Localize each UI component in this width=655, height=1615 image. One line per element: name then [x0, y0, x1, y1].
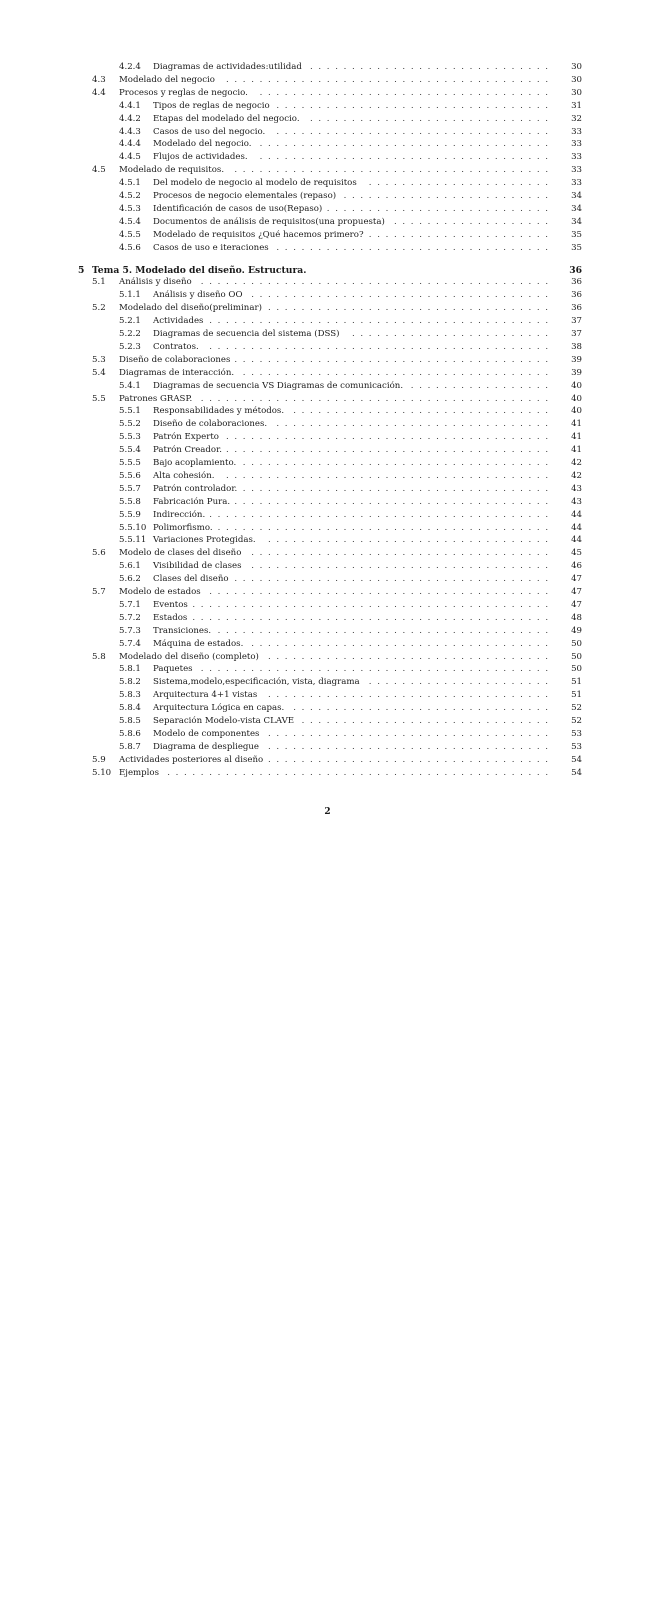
toc-entry-page: 40 [571, 380, 582, 391]
toc-dot-leader: . . . . . . . . . . . . . . . . . . . . . . . . . . . . . . . . . . . . . . . [226, 432, 550, 443]
toc-entry-page: 39 [571, 354, 582, 365]
toc-entry-number: 4.4.5 [119, 152, 141, 163]
toc-entry-number: 5.8.4 [119, 703, 141, 714]
toc-entry-page: 54 [571, 767, 582, 778]
toc-entry[interactable] [0, 599, 655, 612]
toc-entry-title: Variaciones Protegidas. [153, 535, 256, 546]
toc-dot-leader: . . . . . . . . . . . . . . . . . . . . . . . . . . . . . . . . . . . . [251, 561, 550, 572]
toc-entry-page: 52 [571, 716, 582, 726]
toc-entry[interactable] [0, 612, 655, 625]
toc-entry-number: 5.5.4 [119, 445, 141, 456]
toc-dot-leader: . . . . . . . . . . . . . . . . . . . . . . . . . . . . . . . . . . . . . . . . . . . [192, 612, 550, 623]
toc-entry[interactable] [0, 302, 655, 315]
toc-entry-title: Diseño de colaboraciones. [153, 419, 268, 430]
toc-entry-title: Ejemplos [119, 767, 160, 778]
toc-entry-number: 5.8 [92, 651, 106, 662]
toc-dot-leader: . . . . . . . . . . . . . . . . . . . . . . . . . . . [326, 203, 550, 214]
toc-entry[interactable] [0, 203, 655, 216]
toc-entry-page: 33 [571, 152, 582, 163]
toc-entry-page: 51 [571, 677, 582, 688]
toc-entry-title: Patrón Creador. [153, 445, 222, 456]
toc-dot-leader: . . . . . . . . . . . . . . . . . . . . . . . . . . . . . . . . . . . . . . . . . [209, 341, 550, 352]
toc-entry-number: 5.5.3 [119, 432, 141, 443]
toc-entry-number: 5.3 [92, 354, 106, 365]
toc-entry-title: Polimorfismo. [153, 522, 213, 533]
toc-entry-title: Documentos de análisis de requisitos(una propuesta) [153, 216, 385, 227]
toc-dot-leader: . . . . . . . . . . . . . . . . . . . . . . . . . . . . . . . . . . . . . . . . . [209, 587, 550, 597]
toc-entry[interactable] [0, 741, 655, 754]
toc-dot-leader: . . . . . . . . . . . . . . . . . . . . . . . . . . . . . . . . . . . . . . . . . . . [192, 599, 550, 610]
toc-entry[interactable] [0, 87, 655, 100]
toc-entry-number: 5.1 [92, 277, 106, 288]
toc-entry-page: 32 [571, 113, 582, 124]
toc-entry-number: 5.8.3 [119, 690, 141, 701]
toc-entry[interactable] [0, 138, 655, 151]
toc-entry-title: Patrones GRASP. [119, 393, 193, 404]
toc-entry[interactable] [0, 151, 655, 164]
toc-dot-leader: . . . . . . . . . . . . . . . . . . . . . . . . . . . . . . . . . . . [259, 139, 550, 150]
toc-entry-title: Patrón Experto [153, 432, 219, 443]
toc-entry[interactable] [0, 715, 655, 728]
toc-entry-number: 5.5.6 [119, 470, 141, 481]
toc-entry-title: Diagrama de despliegue [153, 741, 260, 752]
toc-entry-title: Fabricación Pura. [153, 496, 231, 507]
toc-entry[interactable] [0, 328, 655, 341]
toc-entry-title: Eventos [153, 599, 188, 610]
toc-entry-page: 40 [571, 393, 582, 404]
toc-entry-page: 33 [571, 139, 582, 150]
toc-entry[interactable] [0, 242, 655, 255]
toc-entry-number: 5.2.1 [119, 316, 141, 327]
toc-entry-title: Contratos. [153, 341, 199, 352]
toc-entry[interactable] [0, 177, 655, 190]
toc-entry-page: 38 [571, 341, 582, 352]
toc-entry-page: 37 [571, 329, 582, 339]
toc-dot-leader: . . . . . . . . . . . . . . . . . . . . . . . . . . . . . . . [293, 703, 550, 714]
toc-entry-page: 54 [571, 754, 582, 765]
toc-entry[interactable] [0, 651, 655, 664]
toc-entry-page: 37 [571, 316, 582, 327]
toc-entry-page: 49 [571, 625, 582, 636]
toc-entry[interactable] [0, 470, 655, 483]
toc-entry-number: 5.4 [92, 367, 106, 378]
toc-entry-page: 36 [571, 290, 582, 301]
toc-dot-leader: . . . . . . . . . . . . . . . . . . . . . . . . . . . . . . . . . . . . . [242, 458, 550, 468]
toc-entry[interactable] [0, 113, 655, 126]
toc-entry-title: Modelo de estados [119, 587, 201, 597]
toc-entry-number: 5.8.1 [119, 664, 141, 675]
toc-entry-page: 53 [571, 741, 582, 752]
toc-entry-page: 50 [571, 651, 582, 662]
toc-entry-title: Diagramas de secuencia VS Diagramas de comunicación. [153, 380, 404, 391]
toc-dot-leader: . . . . . . . . . . . . . . . . . [410, 380, 550, 391]
toc-dot-leader: . . . . . . . . . . . . . . . . . . . . . . . . . . . . . . . . . . . . . . . . [217, 522, 550, 533]
toc-dot-leader: . . . . . . . . . . . . . . . . . . . . . . [368, 229, 550, 240]
toc-entry-number: 5.7.1 [119, 599, 141, 610]
toc-entry-title: Arquitectura 4+1 vistas [153, 690, 258, 701]
toc-entry-page: 33 [571, 178, 582, 189]
toc-entry-title: Clases del diseño [153, 574, 229, 585]
toc-entry[interactable] [0, 164, 655, 177]
toc-entry-page: 30 [571, 62, 582, 72]
toc-entry[interactable] [0, 380, 655, 393]
toc-entry-number: 5.5.7 [119, 483, 141, 494]
toc-dot-leader: . . . . . . . . . . . . . . . . . . . . . . . . . . . . . . . [293, 406, 550, 417]
toc-entry-number: 5.2 [92, 303, 106, 314]
toc-entry-title: Modelo de clases del diseño [119, 548, 242, 559]
toc-dot-leader: . . . . . . . . . . . . . . . . . . . . . . . . . . . . . [310, 62, 550, 72]
toc-entry-title: Diagramas de actividades:utilidad [153, 62, 302, 72]
toc-entry-number: 4.5.3 [119, 203, 141, 214]
toc-entry-title: Alta cohesión. [153, 470, 215, 481]
toc-dot-leader: . . . . . . . . . . . . . . . . . . . . . . . . . . . . . . . . . . . . . . . . . [209, 316, 550, 327]
toc-dot-leader: . . . . . . . . . . . . . . . . . . . . . . . . . . . . . . . . . [276, 242, 550, 253]
toc-dot-leader: . . . . . . . . . . . . . . . . . . . . . . . . . . . . . . . . . . . . . . . [226, 74, 550, 85]
toc-dot-leader: . . . . . . . . . . . . . . . . . . . . . . . . . . . . . . . . . . . . [251, 548, 550, 559]
toc-dot-leader: . . . . . . . . . . . . . . . . . . . . . . . . . . . . . . . . . . . . . . . . . [209, 509, 550, 520]
toc-entry-page: 30 [571, 74, 582, 85]
toc-dot-leader: . . . . . . . . . . . . . . . . . . . . . . . . . . . . . . . . . . . . . . . . . . . . . . [167, 767, 550, 778]
toc-dot-leader: . . . . . . . . . . . . . . . . . . . . . . . . . . . . . . . . . . . . . . [234, 354, 550, 365]
toc-entry-number: 4.2.4 [119, 62, 141, 72]
toc-entry[interactable] [0, 534, 655, 547]
toc-entry-number: 4.5.5 [119, 229, 141, 240]
toc-entry[interactable] [0, 522, 655, 535]
toc-dot-leader: . . . . . . . . . . . . . . . . . . . . . . . . . . . . . [310, 113, 550, 124]
toc-entry-page: 46 [571, 561, 582, 572]
toc-entry-title: Máquina de estados. [153, 638, 244, 649]
toc-dot-leader: . . . . . . . . . . . . . . . . . . . . . . . . . . . . . . . . . . . . . . [234, 165, 550, 176]
toc-entry-title: Análisis y diseño OO [153, 290, 243, 301]
toc-entry-number: 5.1.1 [119, 290, 141, 301]
toc-entry[interactable] [0, 560, 655, 573]
toc-chapter-entry[interactable] [0, 264, 655, 277]
toc-entry-number: 5.10 [92, 767, 112, 778]
toc-entry-page: 44 [571, 522, 582, 533]
toc-entry-page: 35 [571, 242, 582, 253]
toc-entry-title: Tipos de reglas de negocio [153, 100, 270, 111]
toc-entry-title: Diagramas de secuencia del sistema (DSS) [153, 329, 340, 339]
toc-entry[interactable] [0, 367, 655, 380]
toc-entry-number: 4.4 [92, 87, 106, 98]
toc-entry-page: 44 [571, 509, 582, 520]
toc-dot-leader: . . . . . . . . . . . . . . . . . . . . . . . . . . . . . . . . . . [268, 303, 550, 314]
toc-dot-leader: . . . . . . . . . . . . . . . . . . . . . . . . . . . . . . . . . . . [259, 152, 550, 163]
toc-entry-title: Tema 5. Modelado del diseño. Estructura. [92, 264, 307, 276]
toc-dot-leader: . . . . . . . . . . . . . . . . . . . . . . . . . [343, 191, 550, 201]
toc-entry-title: Visibilidad de clases [153, 561, 242, 572]
toc-entry-number: 4.5.2 [119, 191, 141, 201]
toc-entry-title: Modelado del diseño(preliminar) [119, 303, 262, 314]
toc-entry-number: 5.9 [92, 754, 106, 765]
toc-entry-page: 47 [571, 599, 582, 610]
toc-dot-leader: . . . . . . . . . . . . . . . . . . . . . . . . . . . . . . . . . . . . . . [234, 496, 550, 507]
toc-entry-number: 5.7 [92, 587, 106, 597]
toc-entry-title: Transiciones. [153, 625, 212, 636]
toc-entry[interactable] [0, 754, 655, 767]
toc-entry-page: 40 [571, 406, 582, 417]
toc-entry-number: 4.4.4 [119, 139, 141, 150]
toc-entry[interactable] [0, 767, 655, 780]
toc-dot-leader: . . . . . . . . . . . . . . . . . . . . . . . . . . . . . . . . . . [268, 728, 550, 739]
toc-entry-title: Indirección. [153, 509, 206, 520]
toc-entry-page: 44 [571, 535, 582, 546]
toc-entry[interactable] [0, 483, 655, 496]
toc-entry-title: Modelado de requisitos ¿Qué hacemos primero? [153, 229, 364, 240]
toc-entry-title: Actividades posteriores al diseño [119, 754, 264, 765]
toc-entry-page: 34 [571, 191, 582, 201]
toc-entry-page: 48 [571, 612, 582, 623]
toc-dot-leader: . . . . . . . . . . . . . . . . . . . . . . . . . . . . . . . . . [276, 126, 550, 137]
toc-entry-number: 5.7.4 [119, 638, 141, 649]
toc-entry[interactable] [0, 509, 655, 522]
toc-dot-leader: . . . . . . . . . . . . . . . . . . . . . . . . . . . . . . . . . . . . . . . [226, 445, 550, 456]
toc-entry-number: 5.5.11 [119, 535, 147, 546]
toc-entry[interactable] [0, 586, 655, 599]
toc-entry-title: Procesos de negocio elementales (repaso) [153, 191, 337, 201]
toc-entry[interactable] [0, 728, 655, 741]
toc-entry-number: 4.5.1 [119, 178, 141, 189]
toc-entry-title: Patrón controlador. [153, 483, 238, 494]
toc-entry[interactable] [0, 289, 655, 302]
toc-dot-leader: . . . . . . . . . . . . . . . . . . . . . . . . . . . . . . . . . . . . . . [234, 574, 550, 585]
toc-entry-number: 5.6.2 [119, 574, 141, 585]
toc-entry-title: Actividades [153, 316, 204, 327]
toc-entry-number: 4.5.4 [119, 216, 141, 227]
toc-dot-leader: . . . . . . . . . . . . . . . . . . . . . . . . . . . . . . . . . . . . . . . [226, 470, 550, 481]
toc-entry[interactable] [0, 663, 655, 676]
toc-entry-title: Diseño de colaboraciones [119, 354, 231, 365]
toc-entry-title: Bajo acoplamiento. [153, 458, 237, 468]
toc-entry-page: 43 [571, 483, 582, 494]
toc-entry-page: 42 [571, 458, 582, 468]
toc-dot-leader: . . . . . . . . . . . . . . . . . . . . . . [368, 178, 550, 189]
toc-entry-title: Modelado del negocio. [153, 139, 252, 150]
toc-entry-page: 47 [571, 574, 582, 585]
toc-entry-page: 36 [571, 303, 582, 314]
toc-entry-page: 45 [571, 548, 582, 559]
toc-entry-title: Diagramas de interacción. [119, 367, 235, 378]
toc-dot-leader: . . . . . . . . . . . . . . . . . . . . . . . . . . . . . . . . . . . . . . . . . . [200, 277, 550, 288]
toc-entry-page: 50 [571, 638, 582, 649]
toc-entry-title: Modelado del diseño (completo) [119, 651, 259, 662]
toc-entry[interactable] [0, 393, 655, 406]
toc-entry-page: 35 [571, 229, 582, 240]
toc-entry-number: 5 [78, 264, 85, 276]
toc-entry-title: Análisis y diseño [119, 277, 192, 288]
toc-dot-leader: . . . . . . . . . . . . . . . . . . . . . . . . . . . . . . . . . [276, 419, 550, 430]
toc-entry-number: 5.5.8 [119, 496, 141, 507]
toc-entry-number: 4.5 [92, 165, 106, 176]
toc-entry-number: 5.5.10 [119, 522, 147, 533]
toc-entry-number: 5.2.3 [119, 341, 141, 352]
toc-entry-number: 5.5.2 [119, 419, 141, 430]
toc-entry-page: 42 [571, 470, 582, 481]
toc-entry-number: 5.5.9 [119, 509, 141, 520]
toc-dot-leader: . . . . . . . . . . . . . . . . . . . . . . . . . . . . . . . . . . . . . [242, 367, 550, 378]
toc-entry[interactable] [0, 496, 655, 509]
toc-entry-page: 41 [571, 419, 582, 430]
toc-entry-page: 36 [571, 277, 582, 288]
toc-entry-page: 43 [571, 496, 582, 507]
toc-entry[interactable] [0, 61, 655, 74]
toc-entry-title: Identificación de casos de uso(Repaso) [153, 203, 323, 214]
toc-entry-title: Modelado de requisitos. [119, 165, 225, 176]
toc-entry[interactable] [0, 418, 655, 431]
toc-entry-number: 5.6 [92, 548, 106, 559]
toc-entry-number: 5.7.2 [119, 612, 141, 623]
toc-entry-title: Arquitectura Lógica en capas. [153, 703, 285, 714]
toc-entry-page: 50 [571, 664, 582, 675]
toc-entry-page: 36 [569, 264, 582, 276]
toc-entry-page: 31 [571, 100, 582, 111]
toc-entry-page: 34 [571, 203, 582, 214]
toc-entry-number: 5.4.1 [119, 380, 141, 391]
toc-entry-title: Modelo de componentes [153, 728, 260, 739]
toc-dot-leader: . . . . . . . . . . . . . . . . . . . . . . . . . . . . . . . . . . [268, 690, 550, 701]
toc-entry[interactable] [0, 676, 655, 689]
toc-entry-title: Sistema,modelo,especificación, vista, diagrama [153, 677, 360, 688]
toc-entry-title: Modelado del negocio [119, 74, 215, 85]
toc-entry-title: Responsabilidades y métodos. [153, 406, 285, 417]
toc-entry[interactable] [0, 190, 655, 203]
toc-entry-page: 30 [571, 87, 582, 98]
toc-entry[interactable] [0, 100, 655, 113]
toc-entry-title: Estados [153, 612, 188, 623]
toc-dot-leader: . . . . . . . . . . . . . . . . . . . . . . . . . . . . . . . . . . . [259, 87, 550, 98]
toc-dot-leader: . . . . . . . . . . . . . . . . . . . . . . . . . . . . . . . . . [276, 100, 550, 111]
toc-entry-page: 53 [571, 728, 582, 739]
toc-entry[interactable] [0, 573, 655, 586]
toc-entry[interactable] [0, 689, 655, 702]
page-number: 2 [324, 807, 331, 817]
toc-entry-number: 5.5.1 [119, 406, 141, 417]
toc-entry[interactable] [0, 405, 655, 418]
toc-dot-leader: . . . . . . . . . . . . . . . . . . . . . . . . . . . . . . . . . . . . . . . . . . [200, 664, 550, 675]
toc-entry-page: 41 [571, 432, 582, 443]
toc-entry-number: 5.6.1 [119, 561, 141, 572]
toc-entry[interactable] [0, 457, 655, 470]
toc-entry-number: 5.7.3 [119, 625, 141, 636]
toc-entry[interactable] [0, 354, 655, 367]
toc-entry-title: Paquetes [153, 664, 193, 675]
toc-entry[interactable] [0, 702, 655, 715]
toc-entry-title: Procesos y reglas de negocio. [119, 87, 248, 98]
toc-entry-number: 4.4.2 [119, 113, 141, 124]
toc-entry-page: 47 [571, 587, 582, 597]
toc-entry-number: 5.8.2 [119, 677, 141, 688]
toc-entry[interactable] [0, 547, 655, 560]
toc-entry-page: 41 [571, 445, 582, 456]
toc-dot-leader: . . . . . . . . . . . . . . . . . . . . . . [368, 677, 550, 688]
toc-entry-number: 5.5.5 [119, 458, 141, 468]
toc-entry-number: 5.5 [92, 393, 106, 404]
toc-dot-leader: . . . . . . . . . . . . . . . . . . . . . . . . . . . . . . . . . . . . . [242, 483, 550, 494]
toc-entry[interactable] [0, 625, 655, 638]
toc-entry[interactable] [0, 216, 655, 229]
toc-dot-leader: . . . . . . . . . . . . . . . . . . . . . . . . . . . . . . . . . . [268, 651, 550, 662]
toc-dot-leader: . . . . . . . . . . . . . . . . . . . . . . . . . . . . . . . . . . [268, 741, 550, 752]
toc-entry[interactable] [0, 229, 655, 242]
toc-dot-leader: . . . . . . . . . . . . . . . . . . . . . . . . . . . . . . . . . . . . . . . . . . [200, 393, 550, 404]
toc-entry-title: Casos de uso del negocio. [153, 126, 266, 137]
toc-entry[interactable] [0, 276, 655, 289]
toc-dot-leader: . . . . . . . . . . . . . . . . . . . . . . . . . . . . . . . . . . . . [251, 290, 550, 301]
toc-entry-title: Casos de uso e iteraciones [153, 242, 269, 253]
toc-entry-number: 4.4.1 [119, 100, 141, 111]
toc-dot-leader: . . . . . . . . . . . . . . . . . . . . . . . . . . . . . . . . . . [268, 535, 550, 546]
toc-entry-number: 4.5.6 [119, 242, 141, 253]
toc-entry-title: Flujos de actividades. [153, 152, 248, 163]
toc-dot-leader: . . . . . . . . . . . . . . . . . . . . . . . . . . . . . . . . . . [268, 754, 550, 765]
toc-entry[interactable] [0, 126, 655, 139]
toc-entry-number: 4.4.3 [119, 126, 141, 137]
toc-entry-title: Separación Modelo-vista CLAVE [153, 716, 295, 726]
toc-entry-page: 39 [571, 367, 582, 378]
toc-entry[interactable] [0, 315, 655, 328]
toc-entry[interactable] [0, 341, 655, 354]
toc-entry-number: 5.8.7 [119, 741, 141, 752]
toc-entry-title: Etapas del modelado del negocio. [153, 113, 300, 124]
toc-entry-page: 34 [571, 216, 582, 227]
toc-entry-title: Del modelo de negocio al modelo de requisitos [153, 178, 357, 189]
toc-entry-page: 33 [571, 126, 582, 137]
toc-dot-leader: . . . . . . . . . . . . . . . . . . . . . . . . . . . . . . . . . . . . . . . . [217, 625, 550, 636]
toc-entry-page: 33 [571, 165, 582, 176]
toc-entry-page: 51 [571, 690, 582, 701]
toc-dot-leader: . . . . . . . . . . . . . . . . . . . . . . . . . . . . . . [301, 716, 550, 726]
toc-entry-number: 5.8.5 [119, 716, 141, 726]
toc-entry-number: 4.3 [92, 74, 106, 85]
toc-entry[interactable] [0, 74, 655, 87]
toc-dot-leader: . . . . . . . . . . . . . . . . . . . [394, 216, 550, 227]
toc-entry-page: 52 [571, 703, 582, 714]
toc-entry[interactable] [0, 444, 655, 457]
toc-entry-number: 5.8.6 [119, 728, 141, 739]
toc-entry-number: 5.2.2 [119, 329, 141, 339]
toc-dot-leader: . . . . . . . . . . . . . . . . . . . . . . . . . . . . . . . . . . . . [251, 638, 550, 649]
toc-dot-leader: . . . . . . . . . . . . . . . . . . . . . . . . [352, 329, 550, 339]
toc-entry[interactable] [0, 431, 655, 444]
toc-entry[interactable] [0, 638, 655, 651]
